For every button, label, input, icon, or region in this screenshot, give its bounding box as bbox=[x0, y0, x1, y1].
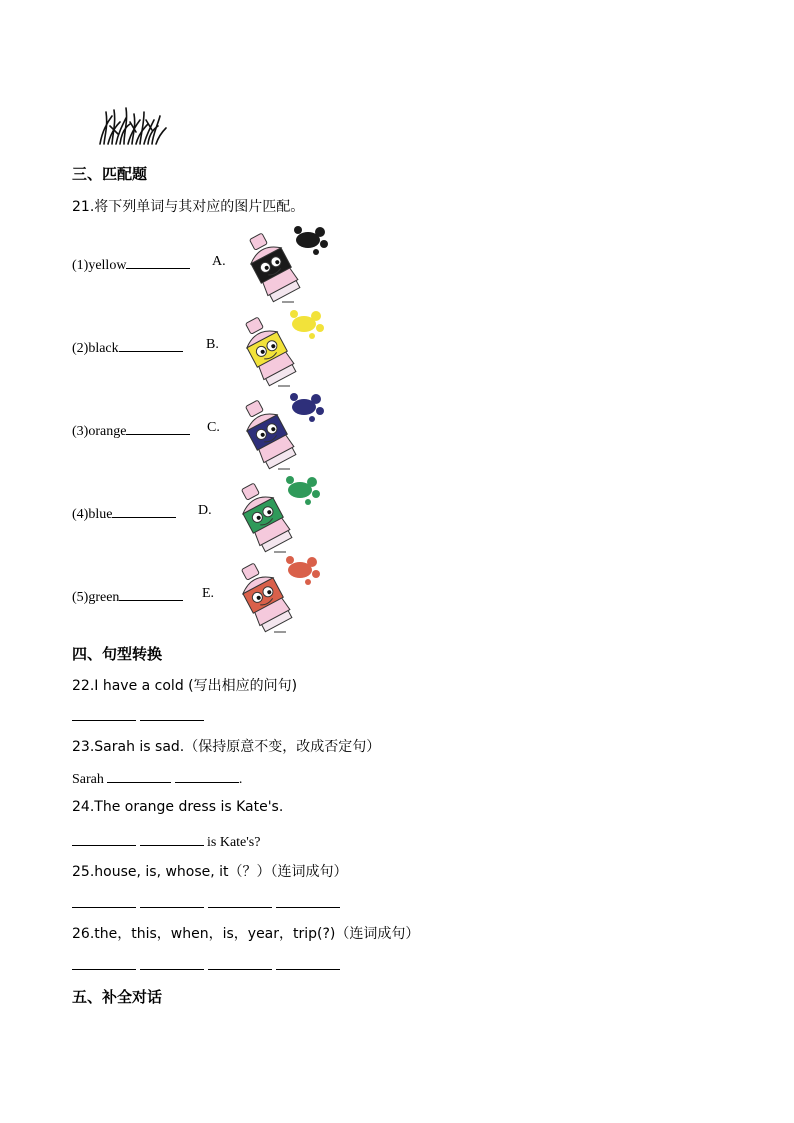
q22-text: 22.I have a cold (写出相应的问句) bbox=[72, 678, 298, 694]
q23-text: 23.Sarah is sad.（保持原意不变，改成否定句） bbox=[72, 739, 381, 755]
section-five-heading: 五、补全对话 bbox=[72, 988, 163, 1006]
answer-blank[interactable] bbox=[140, 831, 204, 846]
item-num: (2) bbox=[72, 341, 89, 356]
paint-tube-black-image bbox=[238, 222, 336, 304]
answer-line[interactable] bbox=[72, 720, 136, 721]
answer-line[interactable] bbox=[72, 907, 136, 908]
q24-answer bbox=[72, 831, 260, 851]
answer-blank[interactable] bbox=[119, 337, 183, 352]
item-num: (3) bbox=[72, 424, 89, 439]
answer-line[interactable] bbox=[276, 907, 340, 908]
item-num: (1) bbox=[72, 258, 89, 273]
item-word: yellow bbox=[88, 258, 127, 273]
item-word: green bbox=[88, 590, 120, 605]
answer-suffix: is Kate's? bbox=[207, 835, 261, 850]
item-word: black bbox=[88, 341, 119, 356]
answer-line[interactable] bbox=[72, 969, 136, 970]
answer-blank[interactable] bbox=[126, 254, 190, 269]
item-num: (5) bbox=[72, 590, 89, 605]
option-letter: B. bbox=[206, 337, 219, 352]
answer-blank[interactable] bbox=[72, 831, 136, 846]
paint-tube-green-image bbox=[230, 472, 328, 554]
option-letter: A. bbox=[212, 254, 226, 269]
section-three-heading: 三、匹配题 bbox=[72, 165, 148, 183]
q25-text: 25.house, is, whose, it（？）（连词成句） bbox=[72, 864, 348, 880]
answer-blank[interactable] bbox=[112, 503, 176, 518]
answer-line[interactable] bbox=[276, 969, 340, 970]
answer-line[interactable] bbox=[208, 969, 272, 970]
answer-blank[interactable] bbox=[119, 586, 183, 601]
answer-blank[interactable] bbox=[126, 420, 190, 435]
paint-tube-red-image bbox=[230, 552, 328, 634]
answer-line[interactable] bbox=[208, 907, 272, 908]
answer-suffix: . bbox=[238, 772, 243, 787]
q24-text: 24.The orange dress is Kate's. bbox=[72, 799, 284, 815]
q26-text: 26.the，this，when，is，year，trip(?)（连词成句） bbox=[72, 926, 420, 942]
grass-illustration bbox=[96, 106, 170, 146]
section-four-heading: 四、句型转换 bbox=[72, 645, 163, 663]
answer-blank[interactable] bbox=[107, 768, 171, 783]
option-letter: C. bbox=[207, 420, 220, 435]
answer-prefix: Sarah bbox=[72, 772, 104, 787]
q21-prompt: 21.将下列单词与其对应的图片匹配。 bbox=[72, 199, 305, 215]
item-word: blue bbox=[88, 507, 113, 522]
q23-answer bbox=[72, 768, 242, 788]
answer-line[interactable] bbox=[140, 907, 204, 908]
paint-tube-yellow-image bbox=[234, 306, 332, 388]
answer-blank[interactable] bbox=[175, 768, 239, 783]
answer-line[interactable] bbox=[140, 969, 204, 970]
option-letter: E. bbox=[202, 586, 215, 601]
item-num: (4) bbox=[72, 507, 89, 522]
paint-tube-navy-image bbox=[234, 389, 332, 471]
answer-line[interactable] bbox=[140, 720, 204, 721]
item-word: orange bbox=[88, 424, 127, 439]
option-letter: D. bbox=[198, 503, 212, 518]
